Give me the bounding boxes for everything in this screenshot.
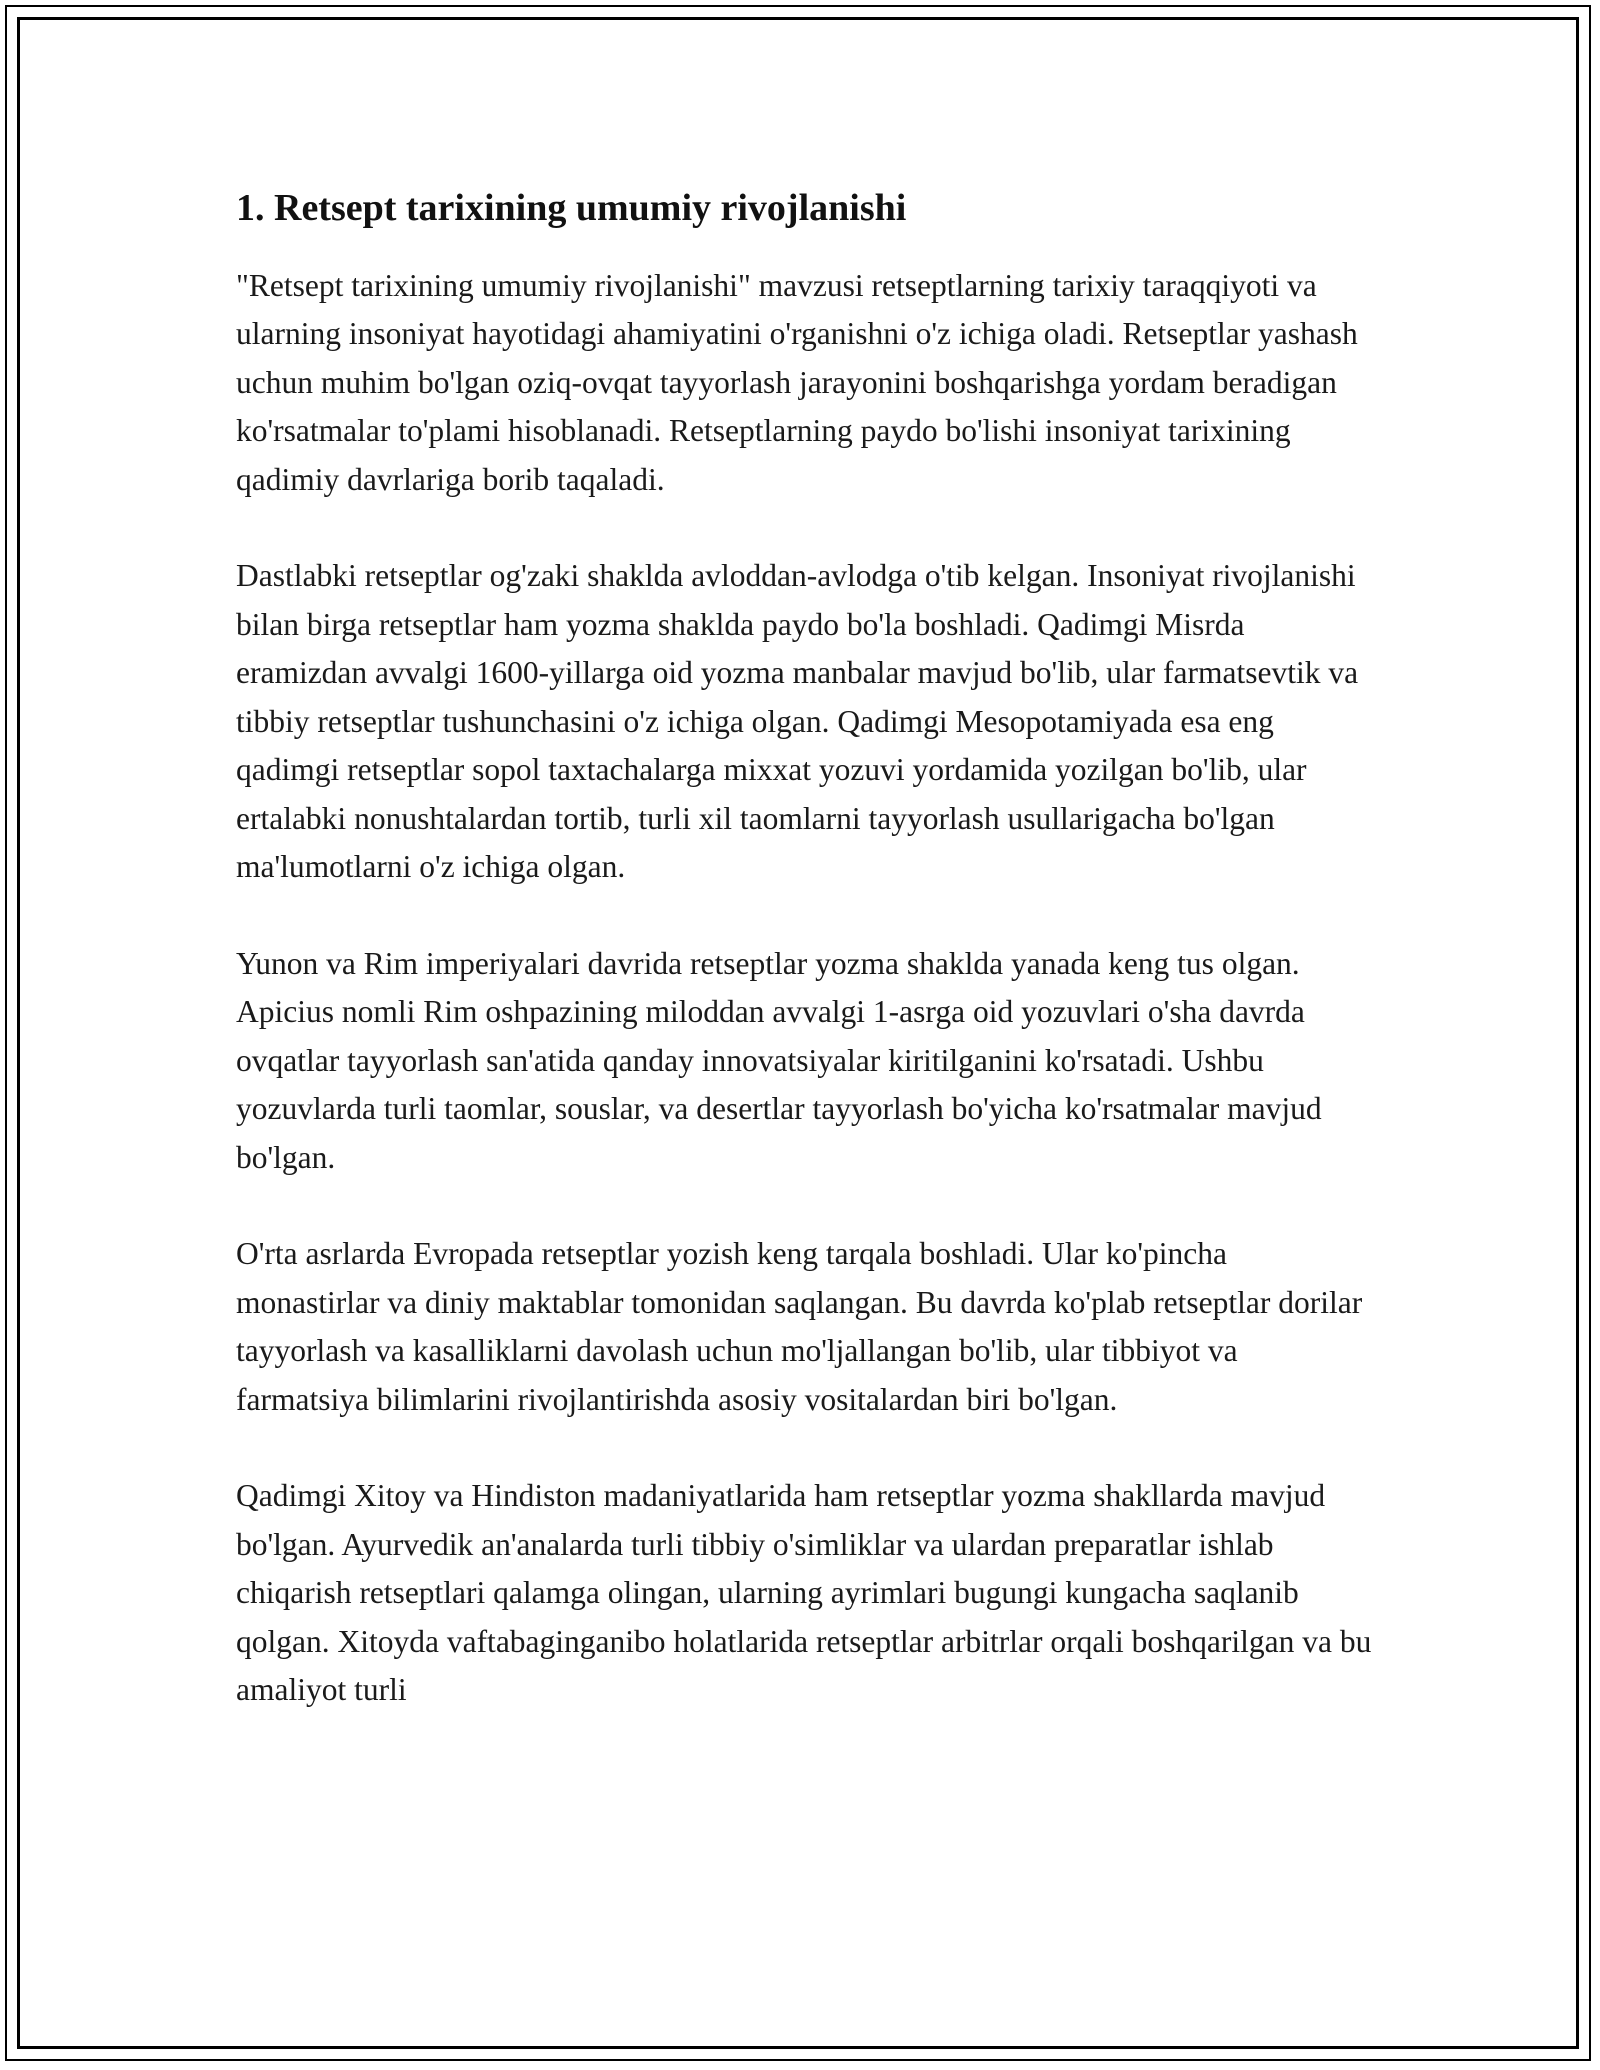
document-body (236, 186, 1376, 1763)
paragraph-3: Yunon va Rim imperiyalari davrida retseptlar yozma shaklda yanada keng tus olgan. Apicius nomli Rim oshpazining miloddan avvalgi 1-asrga oid yozuvlari o'sha davrda ovqatlar tayyorlash san'atida qanday innovatsiyalar kiritilganini ko'rsatadi. Ushbu yozuvlarda turli taomlar, souslar, va desertlar tayyorlash bo'yicha ko'rsatmalar mavjud bo'lgan. (236, 945, 1322, 1175)
section-heading: 1. Retsept tarixining umumiy rivojlanishi (236, 187, 907, 229)
paragraph-2: Dastlabki retseptlar og'zaki shaklda avloddan-avlodga o'tib kelgan. Insoniyat rivojlanishi bilan birga retseptlar ham yozma shaklda paydo bo'la boshladi. Qadimgi Misrda eramizdan avvalgi 1600-yillarga oid yozma manbalar mavjud bo'lib, ular farmatsevtik va tibbiy retseptlar tushunchasini o'z ichiga olgan. Qadimgi Mesopotamiyada esa eng qadimgi retseptlar sopol taxtachalarga mixxat yozuvi yordamida yozilgan bo'lib, ular ertalabki nonushtalardan tortib, turli xil taomlarni tayyorlash usullarigacha bo'lgan ma'lumotlarni o'z ichiga olgan. (236, 558, 1359, 885)
paragraph-1: "Retsept tarixining umumiy rivojlanishi" mavzusi retseptlarning tarixiy taraqqiyoti va ularning insoniyat hayotidagi ahamiyatini o'rganishni o'z ichiga oladi. Retseptlar yashash uchun muhim bo'lgan oziq-ovqat tayyorlash jarayonini boshqarishga yordam beradigan ko'rsatmalar to'plami hisoblanadi. Retseptlarning paydo bo'lishi insoniyat tarixining qadimiy davrlariga borib taqaladi. (236, 267, 1358, 497)
paragraph-4: O'rta asrlarda Evropada retseptlar yozish keng tarqala boshladi. Ular ko'pincha monastirlar va diniy maktablar tomonidan saqlangan. Bu davrda ko'plab retseptlar dorilar tayyorlash va kasalliklarni davolash uchun mo'ljallangan bo'lib, ular tibbiyot va farmatsiya bilimlarini rivojlantirishda asosiy vositalardan biri bo'lgan. (236, 1236, 1363, 1417)
paragraph-5: Qadimgi Xitoy va Hindiston madaniyatlarida ham retseptlar yozma shakllarda mavjud bo'lgan. Ayurvedik an'analarda turli tibbiy o'simliklar va ulardan preparatlar ishlab chiqarish retseptlari qalamga olingan, ularning ayrimlari bugungi kungacha saqlanib qolgan. Xitoyda vaftabaginganibo holatlarida retseptlar arbitrlar orqali boshqarilgan va bu amaliyot turli (236, 1478, 1372, 1708)
